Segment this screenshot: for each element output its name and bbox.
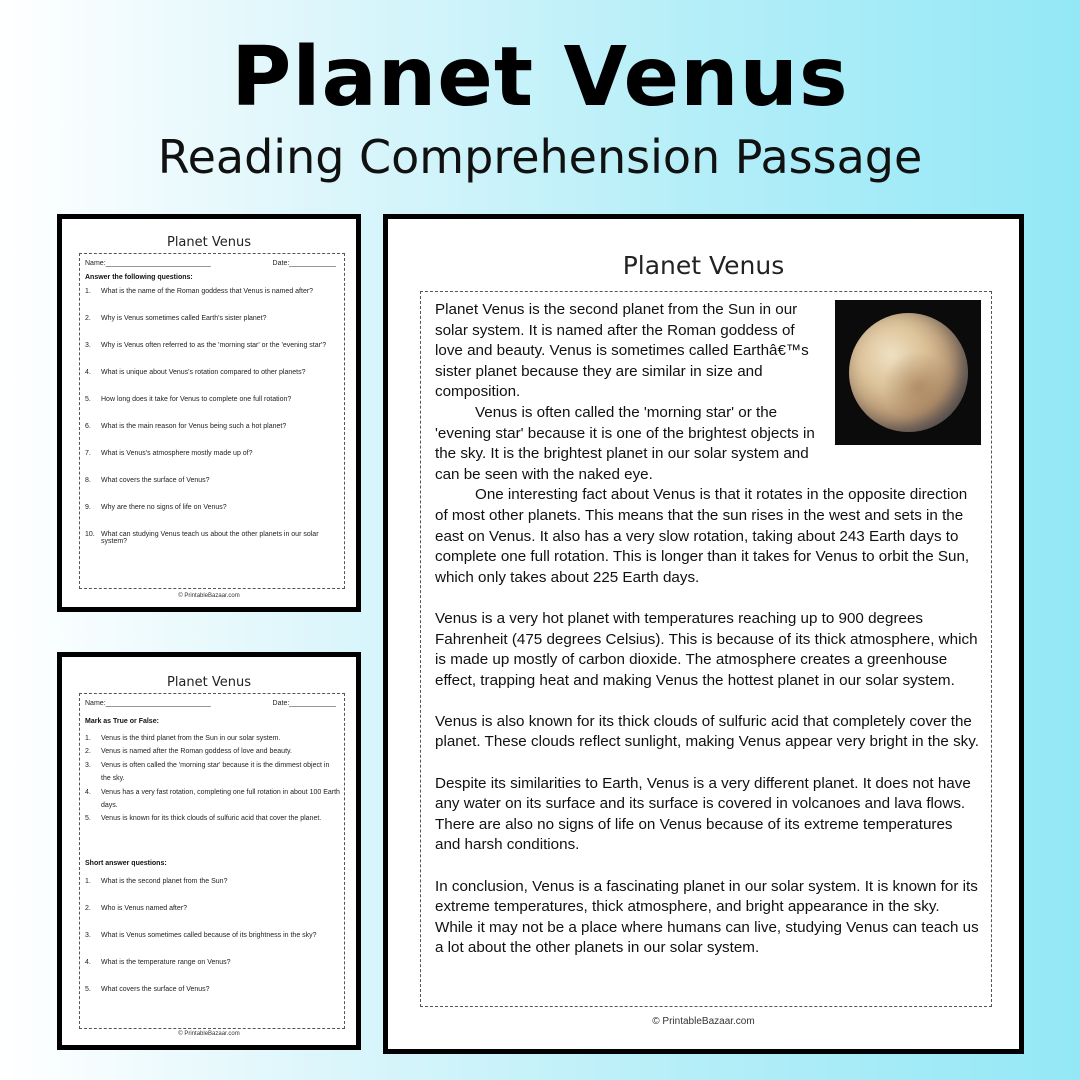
question-item: 8. What covers the surface of Venus?	[85, 477, 210, 484]
passage-paragraph: Venus is a very hot planet with temperatures reaching up to 900 degrees Fahrenheit (475 degrees Celsius). This is because of its thick atmosphere, which is made up mostly of carbon dioxide. The atmosphere creates a greenhouse effect, trapping heat and making Venus the hottest planet in our solar system.	[435, 609, 978, 689]
question-item: 6. What is the main reason for Venus being such a hot planet?	[85, 423, 287, 430]
question-item: 3. Why is Venus often referred to as the 'morning star' or the 'evening star'?	[85, 342, 327, 349]
short-answer-item: 2. Who is Venus named after?	[85, 905, 187, 912]
questions-worksheet-preview	[57, 214, 361, 612]
worksheet-title: Planet Venus	[166, 675, 252, 690]
passage-copyright: © PrintableBazaar.com	[652, 1016, 755, 1027]
venus-planet-image	[835, 300, 981, 445]
true-false-heading: Mark as True or False:	[85, 718, 159, 725]
reading-passage-preview	[383, 214, 1024, 1054]
short-answer-heading: Short answer questions:	[85, 860, 167, 867]
question-item: 2. Why is Venus sometimes called Earth's sister planet?	[85, 315, 267, 322]
true-false-item: 3. Venus is often called the 'morning star' because it is the dimmest object in the sky.	[85, 761, 330, 783]
short-answer-item: 5. What covers the surface of Venus?	[85, 986, 210, 993]
passage-paragraph: Despite its similarities to Earth, Venus is a very different planet. It does not have any water on its surface and its surface is covered in volcanoes and lava flows. There are also no signs of life on Venus because of its extreme temperatures and harsh conditions.	[435, 774, 971, 854]
question-item: 4. What is unique about Venus's rotation compared to other planets?	[85, 369, 306, 376]
passage-paragraph: One interesting fact about Venus is that it rotates in the opposite direction of most other planets. This means that the sun rises in the west and sets in the east on Venus. It also has a very slow rotation, taking about 243 Earth days to complete one full rotation. This is longer than it takes for Venus to orbit the Sun, which only takes about 225 Earth days.	[435, 486, 970, 586]
passage-title: Planet Venus	[622, 251, 785, 280]
venus-globe	[849, 313, 968, 432]
instructions-heading: Answer the following questions:	[85, 274, 193, 281]
worksheet-title: Planet Venus	[166, 235, 252, 250]
passage-paragraph: Venus is also known for its thick clouds of sulfuric acid that completely cover the planet. These clouds reflect sunlight, making Venus appear very bright in the sky.	[435, 712, 979, 751]
worksheet-copyright: © PrintableBazaar.com	[178, 593, 240, 599]
passage-content-box	[420, 291, 992, 1007]
date-field-label: Date:____________	[272, 700, 336, 707]
true-false-worksheet-preview	[57, 652, 361, 1050]
question-item: 7. What is Venus's atmosphere mostly made up of?	[85, 450, 253, 457]
true-false-item: 1. Venus is the third planet from the Sun in our solar system.	[85, 735, 281, 742]
question-item: 5. How long does it take for Venus to complete one full rotation?	[85, 396, 292, 403]
question-item: 10. What can studying Venus teach us about the other planets in our solar system?	[85, 531, 319, 545]
date-field-label: Date:____________	[272, 260, 336, 267]
question-item: 9. Why are there no signs of life on Venus?	[85, 504, 227, 511]
question-list	[85, 288, 341, 558]
worksheet-copyright: © PrintableBazaar.com	[178, 1031, 240, 1037]
question-item: 1. What is the name of the Roman goddess that Venus is named after?	[85, 288, 314, 295]
passage-body	[435, 300, 981, 980]
true-false-item: 2. Venus is named after the Roman goddess of love and beauty.	[85, 748, 292, 756]
true-false-item: 5. Venus is known for its thick clouds of sulfuric acid that cover the planet.	[85, 815, 322, 823]
true-false-list	[85, 732, 341, 826]
passage-paragraph: Planet Venus is the second planet from the Sun in our solar system. It is named after the Roman goddess of love and beauty. Venus is sometimes called Earthâ€™s sister planet because they are similar in size and composition.	[435, 301, 809, 401]
short-answer-item: 1. What is the second planet from the Sun?	[85, 878, 228, 885]
name-field-label: Name:___________________________	[85, 700, 211, 707]
short-answer-item: 3. What is Venus sometimes called because of its brightness in the sky?	[85, 932, 317, 939]
passage-paragraph: In conclusion, Venus is a fascinating planet in our solar system. It is known for its extreme temperatures, thick atmosphere, and bright appearance in the sky. While it may not be a place where humans can live, studying Venus can teach us a lot about the other planets in our solar system.	[435, 877, 979, 957]
worksheet-content-box	[79, 253, 345, 589]
page-subtitle: Reading Comprehension Passage	[157, 130, 923, 184]
true-false-item: 4. Venus has a very fast rotation, completing one full rotation in about 100 Earth days.	[85, 788, 340, 810]
name-field-label: Name:___________________________	[85, 260, 211, 267]
short-answer-item: 4. What is the temperature range on Venus?	[85, 959, 231, 966]
passage-paragraph: Venus is often called the 'morning star' or the 'evening star' because it is one of the brightest objects in the sky. It is the brightest planet in our solar system and can be seen with the naked eye.	[435, 403, 815, 483]
worksheet-content-box	[79, 693, 345, 1029]
short-answer-list	[85, 878, 341, 1013]
page-title: Planet Venus	[231, 30, 849, 125]
